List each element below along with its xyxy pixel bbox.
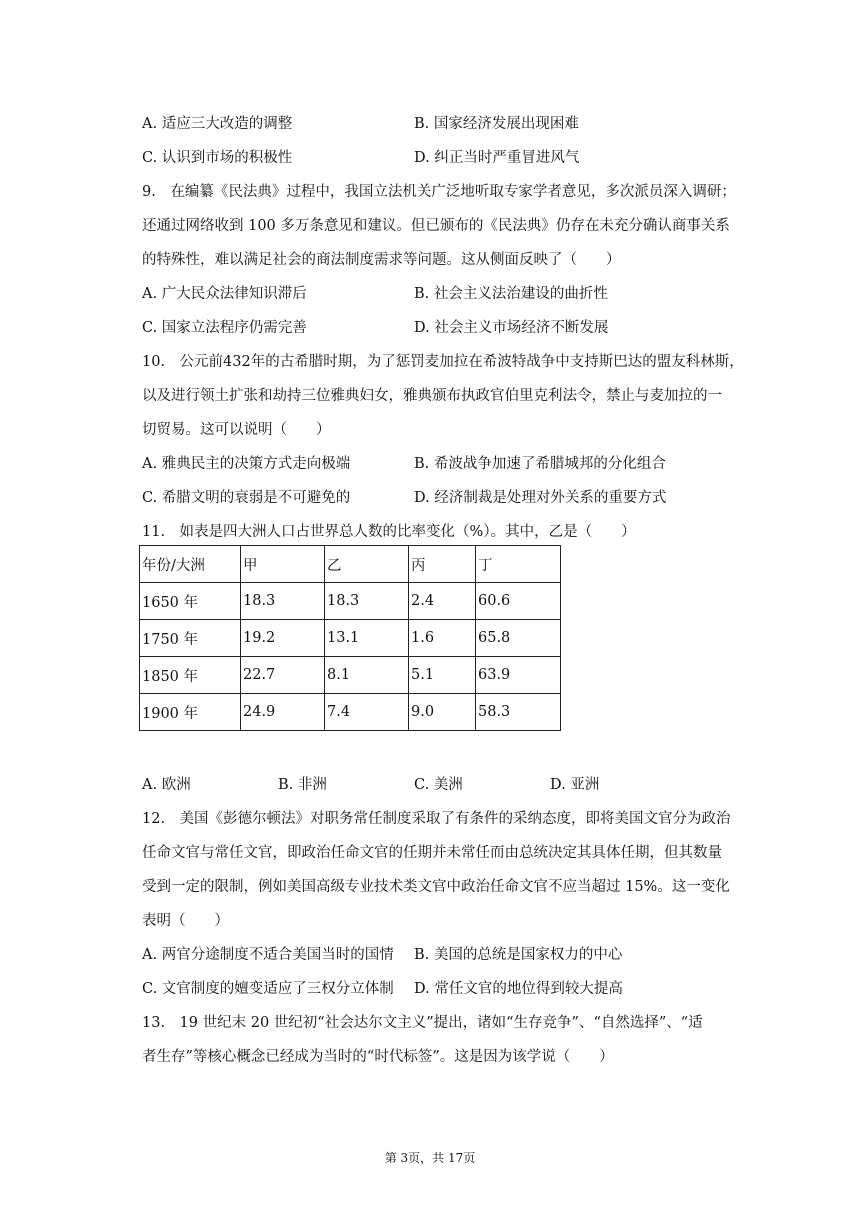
q9-stem-line3: 的特殊性，难以满足社会的商法制度需求等问题。这从侧面反映了（ ）: [142, 252, 621, 268]
q13-stem-line1: 13. 19 世纪末 20 世纪初“社会达尔文主义”提出，诸如“生存竞争”、“自然选择”、“适: [142, 1015, 703, 1031]
table-cell: 65.8: [476, 620, 561, 657]
q10-stem-line1: 10. 公元前432年的古希腊时期，为了惩罚麦加拉在希波特战争中支持斯巴达的盟友科林斯，: [142, 354, 744, 370]
q12-stem-line1: 12. 美国《彭德尔顿法》对职务常任制度采取了有条件的采纳态度，即将美国文官分为政治: [142, 811, 731, 827]
q9-option-b: B. 社会主义法治建设的曲折性: [414, 286, 608, 302]
table-cell: 24.9: [241, 694, 325, 731]
table-header-cell: 甲: [241, 546, 325, 583]
q9-stem-line2: 还通过网络收到 100 多万条意见和建议。但已颁布的《民法典》仍存在未充分确认商事关系: [142, 218, 730, 234]
table-cell: 1850 年: [140, 657, 241, 694]
q11-option-c: C. 美洲: [414, 777, 463, 793]
q13-stem-line2: 者生存”等核心概念已经成为当时的“时代标签”。这是因为该学说（ ）: [142, 1049, 614, 1065]
q9-stem-line1: 9. 在编纂《民法典》过程中，我国立法机关广泛地听取专家学者意见，多次派员深入调研；: [142, 184, 736, 200]
q10-stem-line3: 切贸易。这可以说明（ ）: [142, 422, 331, 438]
table-cell: 22.7: [241, 657, 325, 694]
table-row: [140, 620, 561, 657]
q9-option-a: A. 广大民众法律知识滞后: [142, 286, 307, 302]
q9-option-c: C. 国家立法程序仍需完善: [142, 320, 307, 336]
table-row: [140, 583, 561, 620]
q10-option-a: A. 雅典民主的决策方式走向极端: [142, 456, 351, 472]
table-cell: 8.1: [325, 657, 409, 694]
q12-option-d: D. 常任文官的地位得到较大提高: [414, 981, 623, 997]
q12-stem-line2: 任命文官与常任文官，即政治任命文官的任期并未常任而由总统决定其具体任期，但其数量: [142, 845, 722, 861]
table-header-cell: 丁: [476, 546, 561, 583]
q11-stem: 11. 如表是四大洲人口占世界总人数的比率变化（%）。其中，乙是（ ）: [142, 524, 636, 540]
q12-stem-line3: 受到一定的限制，例如美国高级专业技术类文官中政治任命文官不应当超过 15%。这一变化: [142, 879, 730, 895]
table-cell: 63.9: [476, 657, 561, 694]
table-header-cell: 丙: [409, 546, 476, 583]
q12-stem-line4: 表明（ ）: [142, 913, 229, 929]
table-cell: 5.1: [409, 657, 476, 694]
population-table: [139, 545, 561, 731]
table-cell: 7.4: [325, 694, 409, 731]
table-cell: 58.3: [476, 694, 561, 731]
q8-option-d: D. 纠正当时严重冒进风气: [414, 150, 580, 166]
table-header-cell: 乙: [325, 546, 409, 583]
table-cell: 1750 年: [140, 620, 241, 657]
table-cell: 2.4: [409, 583, 476, 620]
table-cell: 1.6: [409, 620, 476, 657]
q9-option-d: D. 社会主义市场经济不断发展: [414, 320, 609, 336]
q12-option-c: C. 文官制度的嬗变适应了三权分立体制: [142, 981, 394, 997]
table-cell: 9.0: [409, 694, 476, 731]
q10-option-c: C. 希腊文明的衰弱是不可避免的: [142, 490, 351, 506]
table-cell: 18.3: [325, 583, 409, 620]
q8-option-a: A. 适应三大改造的调整: [142, 116, 293, 132]
q8-option-b: B. 国家经济发展出现困难: [414, 116, 579, 132]
table-cell: 60.6: [476, 583, 561, 620]
q10-option-d: D. 经济制裁是处理对外关系的重要方式: [414, 490, 667, 506]
q10-option-b: B. 希波战争加速了希腊城邦的分化组合: [414, 456, 666, 472]
table-cell: 13.1: [325, 620, 409, 657]
table-header-cell: 年份/大洲: [140, 546, 241, 583]
table-row: [140, 694, 561, 731]
table-cell: 19.2: [241, 620, 325, 657]
table-header-row: [140, 546, 561, 583]
q11-option-b: B. 非洲: [278, 777, 327, 793]
q8-option-c: C. 认识到市场的积极性: [142, 150, 293, 166]
page-footer: 第 3页，共 17页: [384, 1151, 476, 1165]
table-row: [140, 657, 561, 694]
q11-option-d: D. 亚洲: [550, 777, 600, 793]
table-cell: 1900 年: [140, 694, 241, 731]
q12-option-b: B. 美国的总统是国家权力的中心: [414, 947, 623, 963]
q11-option-a: A. 欧洲: [142, 777, 191, 793]
table-cell: 1650 年: [140, 583, 241, 620]
table-cell: 18.3: [241, 583, 325, 620]
q10-stem-line2: 以及进行领土扩张和劫持三位雅典妇女，雅典颁布执政官伯里克利法令，禁止与麦加拉的一: [142, 388, 722, 404]
q12-option-a: A. 两官分途制度不适合美国当时的国情: [142, 947, 394, 963]
